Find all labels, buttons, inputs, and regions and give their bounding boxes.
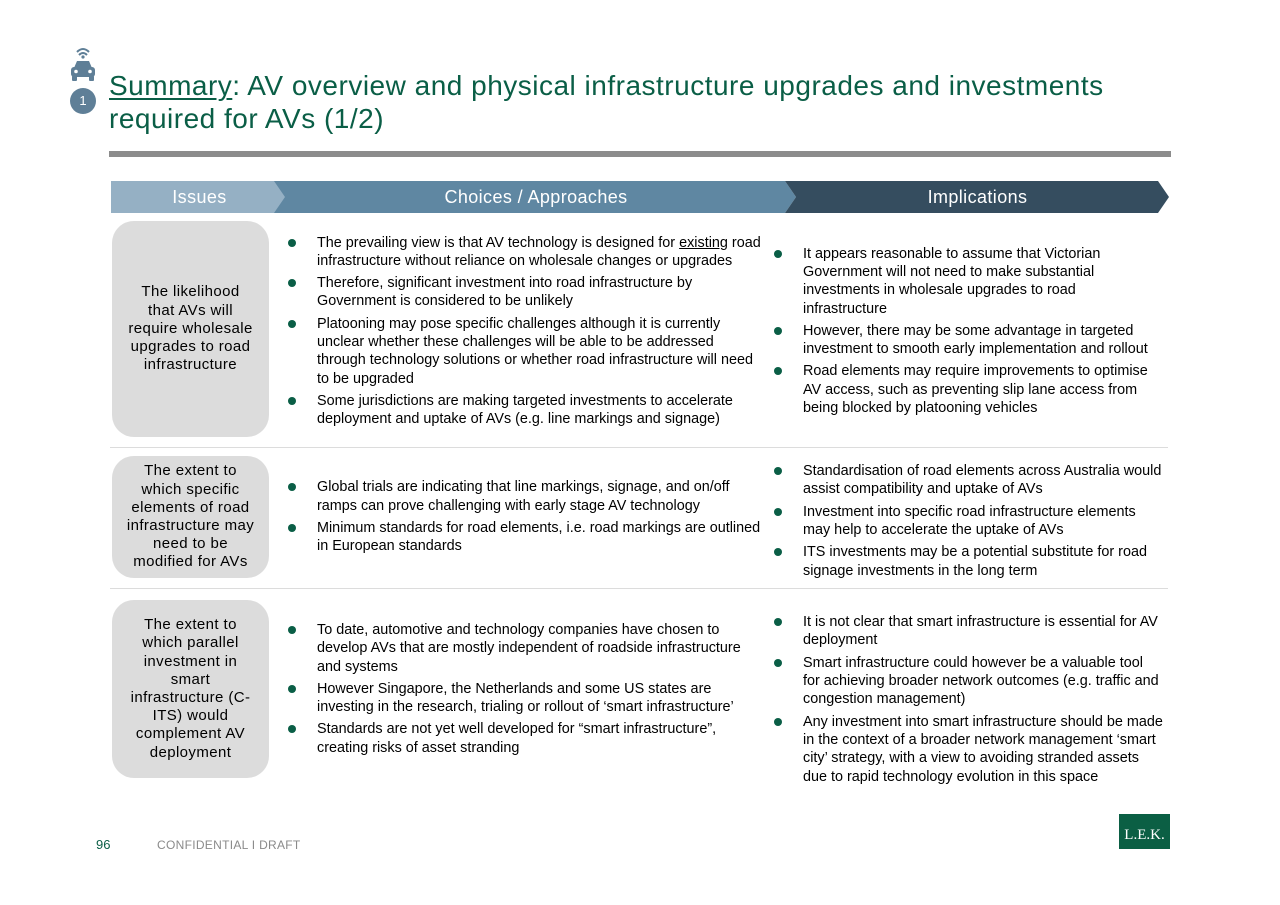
choices-cell: [287, 456, 762, 578]
issue-pill: The likelihood that AVs will require wholesale upgrades to road infrastructure: [112, 221, 269, 437]
choices-list: [287, 478, 762, 555]
bullet-icon: [774, 548, 782, 556]
list-item: [773, 713, 1163, 786]
header-issues: [111, 181, 288, 213]
implications-cell: [773, 601, 1163, 798]
list-item: [287, 478, 762, 515]
number-badge: 1: [70, 88, 96, 114]
bullet-icon: [774, 718, 782, 726]
list-item: [773, 543, 1163, 580]
lek-logo: L.E.K.: [1119, 814, 1170, 849]
title-rest: : AV overview and physical infrastructure upgrades and investments required for AVs (1/2): [109, 70, 1104, 134]
page-number: 96: [96, 837, 111, 852]
bullet-icon: [288, 239, 296, 247]
bullet-icon: [288, 524, 296, 532]
bullet-icon: [774, 327, 782, 335]
list-item: [773, 462, 1163, 499]
implications-list: [773, 613, 1163, 786]
header-implications: [785, 181, 1170, 213]
bullet-icon: [288, 626, 296, 634]
bullet-icon: [288, 320, 296, 328]
list-item: [287, 315, 762, 388]
bullet-text: It appears reasonable to assume that Victorian Government will not need to make substantial investments in wholesale upgrades to road infrastructure: [803, 245, 1101, 317]
list-item: [773, 613, 1163, 650]
bullet-text: Standardisation of road elements across Australia would assist compatibility and uptake of AVs: [803, 463, 1162, 498]
bullet-icon: [774, 367, 782, 375]
page-title: [109, 69, 1189, 135]
bullet-text: road infrastructure without reliance on wholesale changes or upgrades: [317, 234, 761, 269]
list-item: [773, 654, 1163, 709]
header-choices-label: Choices / Approaches: [444, 187, 628, 207]
list-item: [773, 503, 1163, 540]
choices-cell: [287, 600, 762, 778]
list-item: [773, 322, 1163, 359]
bullet-icon: [774, 508, 782, 516]
bullet-text-underlined: existing: [679, 234, 728, 251]
car-wifi-icon: [68, 46, 98, 84]
issue-pill: The extent to which specific elements of road infrastructure may need to be modified for AVs: [112, 456, 269, 578]
choices-list: [287, 621, 762, 757]
header-choices: [274, 181, 798, 213]
bullet-text: Some jurisdictions are making targeted investments to accelerate deployment and uptake of AVs (e.g. line markings and signage): [317, 392, 733, 428]
implications-list: [773, 245, 1163, 418]
title-rule: [109, 151, 1171, 157]
bullet-text: Therefore, significant investment into road infrastructure by Government is considered to be unlikely: [317, 275, 693, 310]
bullet-icon: [774, 467, 782, 475]
header-implications-label: Implications: [927, 187, 1028, 207]
bullet-text: Minimum standards for road elements, i.e. road markings are outlined in European standards: [317, 520, 761, 555]
title-lead: Summary: [109, 70, 233, 101]
bullet-text: It is not clear that smart infrastructure is essential for AV deployment: [803, 614, 1158, 649]
bullet-icon: [288, 725, 296, 733]
header-issues-label: Issues: [172, 187, 227, 207]
list-item: [287, 274, 762, 311]
bullet-text: Global trials are indicating that line markings, signage, and on/off ramps can prove challenging with early stage AV technology: [317, 479, 730, 514]
bullet-text: The prevailing view is that AV technology is designed for: [317, 234, 680, 251]
row-divider: [110, 588, 1168, 589]
bullet-icon: [774, 250, 782, 258]
implications-cell: [773, 458, 1163, 584]
issue-pill: The extent to which parallel investment in smart infrastructure (C-ITS) would complement AV deployment: [112, 600, 269, 778]
list-item: [287, 621, 762, 676]
bullet-text: Smart infrastructure could however be a valuable tool for achieving broader network outcomes (e.g. traffic and congestion management): [803, 654, 1159, 708]
list-item: [287, 720, 762, 757]
implications-list: [773, 462, 1163, 580]
bullet-icon: [288, 483, 296, 491]
bullet-text: ITS investments may be a potential substitute for road signage investments in the long term: [803, 544, 1147, 579]
bullet-icon: [288, 397, 296, 405]
bullet-text: However, there may be some advantage in targeted investment to smooth early implementation and rollout: [803, 322, 1148, 358]
bullet-icon: [774, 618, 782, 626]
list-item: [287, 680, 762, 717]
bullet-icon: [288, 685, 296, 693]
bullet-text: Any investment into smart infrastructure should be made in the context of a broader network management ‘smart city’ strategy, with a view to avoiding stranded assets due to rapid technology evolution in this space: [803, 713, 1163, 785]
list-item: [287, 392, 762, 429]
bullet-text: Road elements may require improvements to optimise AV access, such as preventing slip lane access from being blocked by platooning vehicles: [803, 363, 1148, 417]
bullet-text: To date, automotive and technology companies have chosen to develop AVs that are mostly independent of roadside infrastructure and systems: [317, 621, 741, 675]
list-item: [287, 234, 762, 271]
choices-cell: [287, 221, 762, 441]
bullet-text: Investment into specific road infrastructure elements may help to accelerate the uptake of AVs: [803, 503, 1136, 538]
implications-cell: [773, 221, 1163, 441]
bullet-text: Standards are not yet well developed for “smart infrastructure”, creating risks of asset stranding: [317, 721, 717, 756]
list-item: [287, 519, 762, 556]
list-item: [773, 362, 1163, 417]
bullet-icon: [774, 659, 782, 667]
choices-list: [287, 234, 762, 429]
row-divider: [110, 447, 1168, 448]
list-item: [773, 245, 1163, 318]
confidential-label: CONFIDENTIAL I DRAFT: [157, 838, 301, 852]
bullet-text: However Singapore, the Netherlands and some US states are investing in the research, trialing or rollout of ‘smart infrastructure’: [317, 680, 734, 716]
bullet-text: Platooning may pose specific challenges although it is currently unclear whether these challenges will be able to be addressed through technology solutions or whether road infrastructure will need to be upgraded: [317, 315, 753, 387]
bullet-icon: [288, 279, 296, 287]
